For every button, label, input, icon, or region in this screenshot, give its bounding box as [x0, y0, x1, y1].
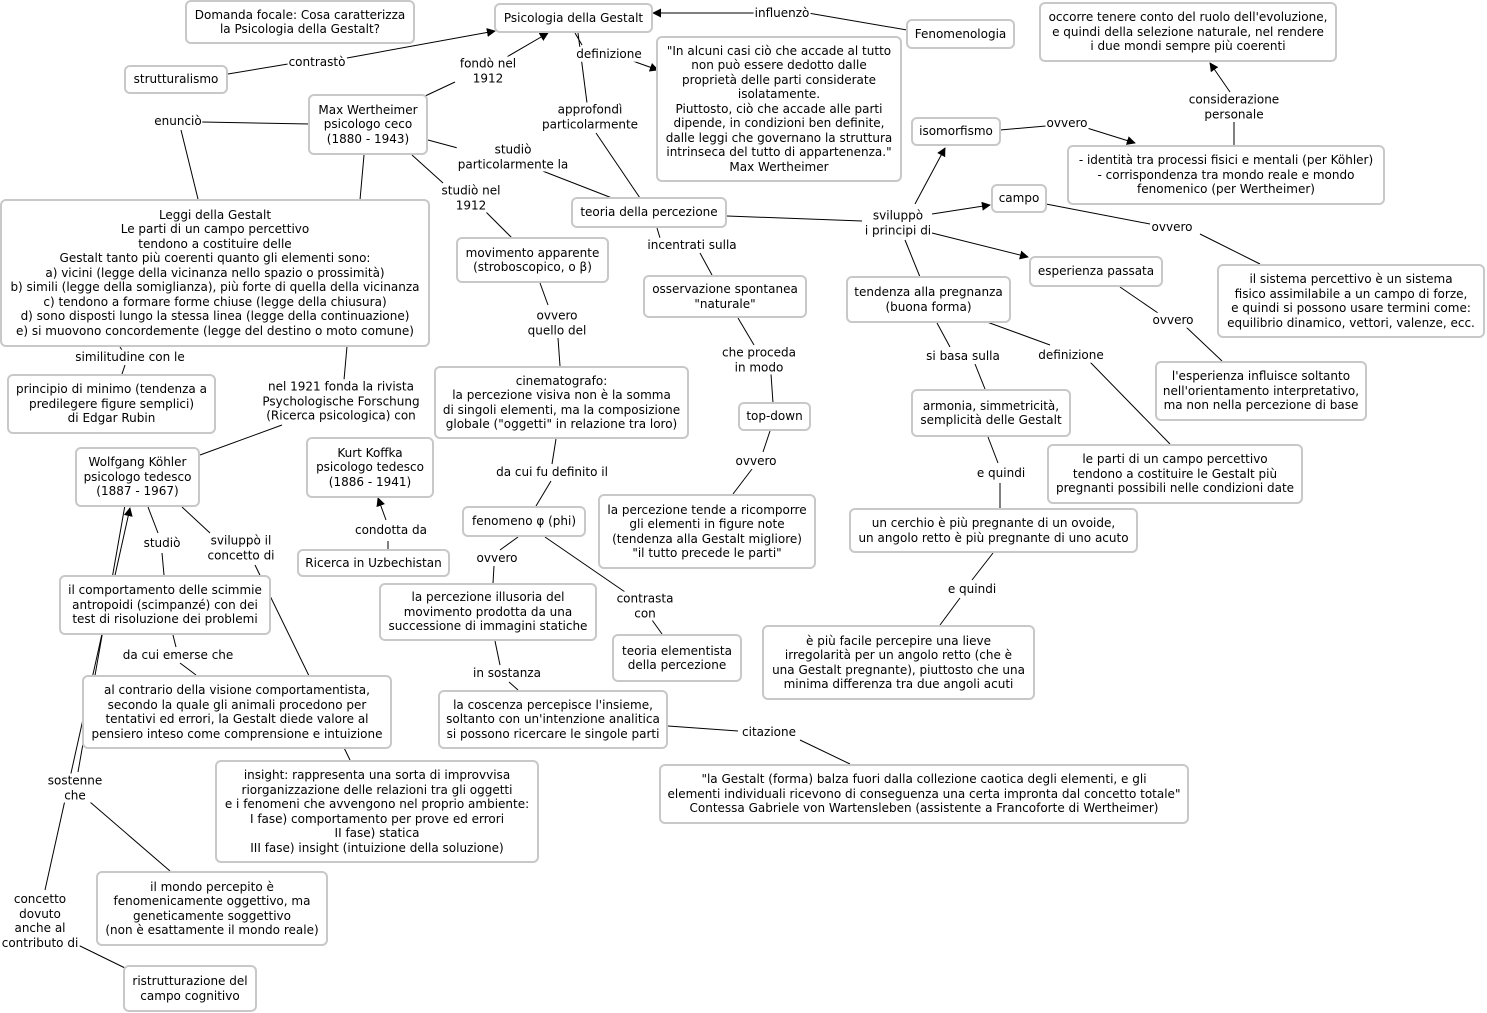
node-comportamento-scimmie[interactable]: il comportamento delle scimmie antropoidi (scimpanzé) con dei test di risoluzione dei problemi [59, 575, 271, 635]
node-esperienza-influisce[interactable]: l'esperienza influisce soltanto nell'orientamento interpretativo, ma non nella percezione di base [1155, 361, 1367, 421]
node-identita[interactable]: - identità tra processi fisici e mentali (per Köhler) - corrispondenza tra mondo reale e mondo fenomenico (per Wertheimer) [1067, 145, 1385, 205]
node-coscienza-insieme[interactable]: la coscenza percepisce l'insieme, soltanto con un'intenzione analitica si possono ricercare le singole parti [438, 690, 668, 749]
node-strutturalismo[interactable]: strutturalismo [124, 65, 228, 94]
node-insight[interactable]: insight: rappresenta una sorta di improvvisa riorganizzazione delle relazioni tra gli oggetti e i fenomeni che avvengono nel proprio ambiente: I fase) comportamento per prove ed errori II fase) statica III fase) insight (intuizione della soluzione) [215, 760, 539, 863]
link-label-da-cui-emerse: da cui emerse che [122, 647, 234, 662]
link-label-si-basa: si basa sulla [926, 348, 1000, 363]
link-label-enuncio: enunciò [154, 113, 202, 128]
node-campo[interactable]: campo [991, 184, 1047, 213]
link-label-sviluppo-concetto: sviluppò il concetto di [207, 533, 275, 562]
link-label-studio-kohler: studiò [143, 535, 181, 550]
link-label-e-quindi-1: e quindi [976, 465, 1026, 480]
node-psicologia-della-gestalt[interactable]: Psicologia della Gestalt [494, 3, 653, 33]
node-ricomporre[interactable]: la percezione tende a ricomporre gli elementi in figure note (tendenza alla Gestalt migliore) "il tutto precede le parti" [598, 494, 816, 569]
node-mondo-percepito[interactable]: il mondo percepito è fenomenicamente oggettivo, ma geneticamente soggettivo (non è esattamente il mondo reale) [96, 871, 328, 946]
link-label-contrasto: contrastò [288, 54, 346, 69]
link-label-incentrati: incentrati sulla [647, 237, 737, 252]
node-evoluzione[interactable]: occorre tenere conto del ruolo dell'evoluzione, e quindi della selezione naturale, nel rendere i due mondi sempre più coerenti [1039, 2, 1337, 62]
node-esperienza-passata[interactable]: esperienza passata [1029, 256, 1163, 287]
node-osservazione-spontanea[interactable]: osservazione spontanea "naturale" [643, 275, 807, 318]
node-fenomeno-phi[interactable]: fenomeno φ (phi) [462, 506, 586, 537]
link-label-considerazione: considerazione personale [1188, 92, 1280, 121]
link-label-approfondi: approfondì particolarmente [541, 102, 639, 131]
node-citazione-wertheimer[interactable]: "In alcuni casi ciò che accade al tutto non può essere dedotto dalle proprietà delle parti considerate isolatamente. Piuttosto, ciò che accade alle parti dipende, in condizioni ben definite, dalle leggi che governano la struttura intrinseca del tutto di appartenenza." Max Wertheimer [656, 36, 902, 182]
link-label-definizione: definizione [576, 46, 642, 61]
node-kurt-koffka[interactable]: Kurt Koffka psicologo tedesco (1886 - 1941) [306, 437, 434, 498]
link-label-fondo: fondò nel 1912 [459, 56, 517, 85]
link-label-che-proceda: che proceda in modo [722, 345, 796, 374]
node-parti-campo-pregnanti[interactable]: le parti di un campo percettivo tendono a costituire le Gestalt più pregnanti possibili nelle condizioni date [1047, 444, 1303, 504]
node-ricerca-uzbechistan[interactable]: Ricerca in Uzbechistan [297, 549, 450, 577]
link-label-sviluppo-principi: sviluppò i principi di [864, 208, 932, 237]
node-sistema-percettivo[interactable]: il sistema percettivo è un sistema fisico assimilabile a un campo di forze, e quindi si possono usare termini come: equilibrio dinamico, vettori, valenze, ecc. [1217, 264, 1485, 338]
node-isomorfismo[interactable]: isomorfismo [911, 117, 1001, 146]
link-label-studio-la: studiò particolarmente la [457, 142, 569, 171]
node-irregolarita-angolo[interactable]: è più facile percepire una lieve irregolarità per un angolo retto (che è una Gestalt pregnante), piuttosto che una minima differenza tra due angoli acuti [762, 625, 1035, 700]
node-max-wertheimer[interactable]: Max Wertheimer psicologo ceco (1880 - 1943) [308, 94, 428, 155]
node-movimento-apparente[interactable]: movimento apparente (stroboscopico, o β) [456, 237, 609, 283]
link-label-sostenne: sostenne che [47, 773, 103, 802]
node-visione-comportamentista[interactable]: al contrario della visione comportamentista, secondo la quale gli animali procedono per tentativi ed errori, la Gestalt diede valore al pensiero inteso come comprensione e intuizione [82, 675, 392, 749]
link-label-fonda-rivista: nel 1921 fonda la rivista Psychologische Forschung (Ricerca psicologica) con [262, 379, 420, 423]
node-teoria-elementista[interactable]: teoria elementista della percezione [612, 634, 742, 682]
node-principio-di-minimo[interactable]: principio di minimo (tendenza a predilegere figure semplici) di Edgar Rubin [7, 374, 216, 434]
link-label-ovvero-esperienza: ovvero [1152, 312, 1194, 327]
node-teoria-della-percezione[interactable]: teoria della percezione [571, 197, 727, 228]
node-armonia[interactable]: armonia, simmetricità, semplicità delle Gestalt [911, 389, 1071, 437]
link-label-contrasta-con: contrasta con [616, 591, 674, 620]
node-percezione-illusoria[interactable]: la percezione illusoria del movimento prodotta da una successione di immagini statiche [379, 583, 597, 641]
node-ristrutturazione[interactable]: ristrutturazione del campo cognitivo [123, 965, 257, 1012]
link-label-similitudine: similitudine con le [75, 349, 185, 364]
node-citazione-gestalt[interactable]: "la Gestalt (forma) balza fuori dalla collezione caotica degli elementi, e gli elementi individuali ricevono di conseguenza una certa impronta dal concetto totale" Contessa Gabriele von Wartensleben (assistente a Francoforte di Wertheimer) [659, 764, 1189, 824]
link-label-ovvero-topdown: ovvero [735, 453, 777, 468]
link-label-e-quindi-2: e quindi [947, 581, 997, 596]
node-fenomenologia[interactable]: Fenomenologia [906, 19, 1015, 49]
link-label-citazione: citazione [742, 724, 796, 739]
link-label-concetto-dovuto: concetto dovuto anche al contributo di [1, 892, 79, 950]
link-label-studio-1912: studiò nel 1912 [441, 183, 501, 212]
node-wolfgang-kohler[interactable]: Wolfgang Köhler psicologo tedesco (1887 - 1967) [75, 447, 200, 507]
node-tendenza-alla-pregnanza[interactable]: tendenza alla pregnanza (buona forma) [846, 276, 1011, 323]
link-label-da-cui-definito: da cui fu definito il [496, 464, 608, 479]
link-label-definizione-pregnanza: definizione [1038, 347, 1104, 362]
link-label-ovvero-phi: ovvero [476, 550, 518, 565]
link-label-in-sostanza: in sostanza [473, 665, 541, 680]
link-label-ovvero-campo: ovvero [1151, 219, 1193, 234]
link-label-ovvero-quello-del: ovvero quello del [527, 308, 587, 337]
node-cerchio-pregnante[interactable]: un cerchio è più pregnante di un ovoide, un angolo retto è più pregnante di uno acuto [849, 508, 1138, 553]
node-domanda-focale[interactable]: Domanda focale: Cosa caratterizza la Psicologia della Gestalt? [185, 0, 415, 44]
link-label-influenzo: influenzò [754, 5, 810, 20]
node-leggi-della-gestalt[interactable]: Leggi della Gestalt Le parti di un campo percettivo tendono a costituire delle Gestalt tanto più coerenti quanto gli elementi sono: a) vicini (legge della vicinanza nello spazio o prossimità) b) simili (legge della somiglianza), più forte di quella della vicinanza c) tendono a formare forme chiuse (legge della chiusura) d) sono disposti lungo la stessa linea (legge della continuazione) e) si muovono concordemente (legge del destino o moto comune) [0, 199, 430, 347]
node-top-down[interactable]: top-down [738, 402, 811, 431]
link-label-ovvero-isomorfismo: ovvero [1046, 115, 1088, 130]
link-label-condotta-da: condotta da [354, 522, 428, 537]
node-cinematografo[interactable]: cinematografo: la percezione visiva non è la somma di singoli elementi, ma la composizione globale ("oggetti" in relazione tra loro) [434, 366, 689, 439]
